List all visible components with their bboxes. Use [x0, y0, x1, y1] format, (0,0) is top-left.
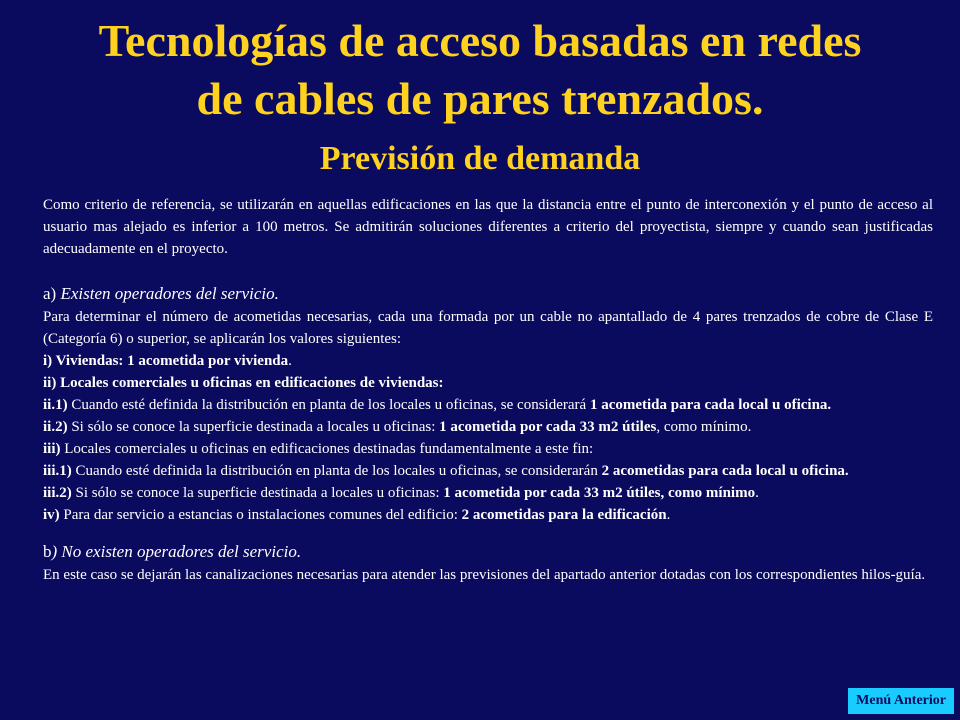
- slide-body: [43, 194, 933, 586]
- item-ii2: ii.2) Si sólo se conoce la superficie destinada a locales u oficinas: 1 acometida por cada 33 m2 útiles, como mínimo.: [43, 419, 752, 435]
- item-ii1: ii.1) Cuando esté definida la distribución en planta de los locales u oficinas, se considerará 1 acometida para cada local u oficina.: [43, 397, 832, 413]
- item-ii: ii) Locales comerciales u oficinas en edificaciones de viviendas:: [43, 375, 444, 391]
- section-b-heading: b) No existen operadores del servicio.: [43, 542, 302, 561]
- item-i: i) Viviendas: 1 acometida por vivienda.: [43, 353, 292, 369]
- slide-subtitle: Previsión de demanda: [319, 140, 641, 177]
- title-line-1: Tecnologías de acceso basadas en redes: [98, 15, 862, 66]
- intro-paragraph: Como criterio de referencia, se utilizarán en aquellas edificaciones en las que la distancia entre el punto de interconexión y el punto de acceso al usuario mas alejado es inferior a 100 metros. Se admitirán soluciones diferentes a criterio del proyectista, siempre y cuando sean justificadas adecuadamente en el proyecto.: [43, 197, 933, 257]
- previous-menu-button[interactable]: Menú Anterior: [848, 688, 954, 714]
- section-b-text: En este caso se dejarán las canalizaciones necesarias para atender las previsiones del apartado anterior dotadas con los correspondientes hilos-guía.: [43, 567, 926, 583]
- item-iii: iii) Locales comerciales u oficinas en edificaciones destinadas fundamentalmente a este fin:: [43, 441, 594, 457]
- item-iv: iv) Para dar servicio a estancias o instalaciones comunes del edificio: 2 acometidas para la edificación.: [43, 507, 671, 523]
- section-a-heading: a) Existen operadores del servicio.: [43, 284, 279, 303]
- section-a-text: Para determinar el número de acometidas necesarias, cada una formada por un cable no apantallado de 4 pares trenzados de cobre de Clase E (Categoría 6) o superior, se aplicarán los valores siguientes:: [43, 309, 933, 347]
- item-iii1: iii.1) Cuando esté definida la distribución en planta de los locales u oficinas, se considerarán 2 acometidas para cada local u oficina.: [43, 463, 849, 479]
- item-iii2: iii.2) Si sólo se conoce la superficie destinada a locales u oficinas: 1 acometida por cada 33 m2 útiles, como mínimo.: [43, 485, 759, 501]
- slide-title: [20, 12, 940, 128]
- title-line-2: de cables de pares trenzados.: [196, 73, 764, 124]
